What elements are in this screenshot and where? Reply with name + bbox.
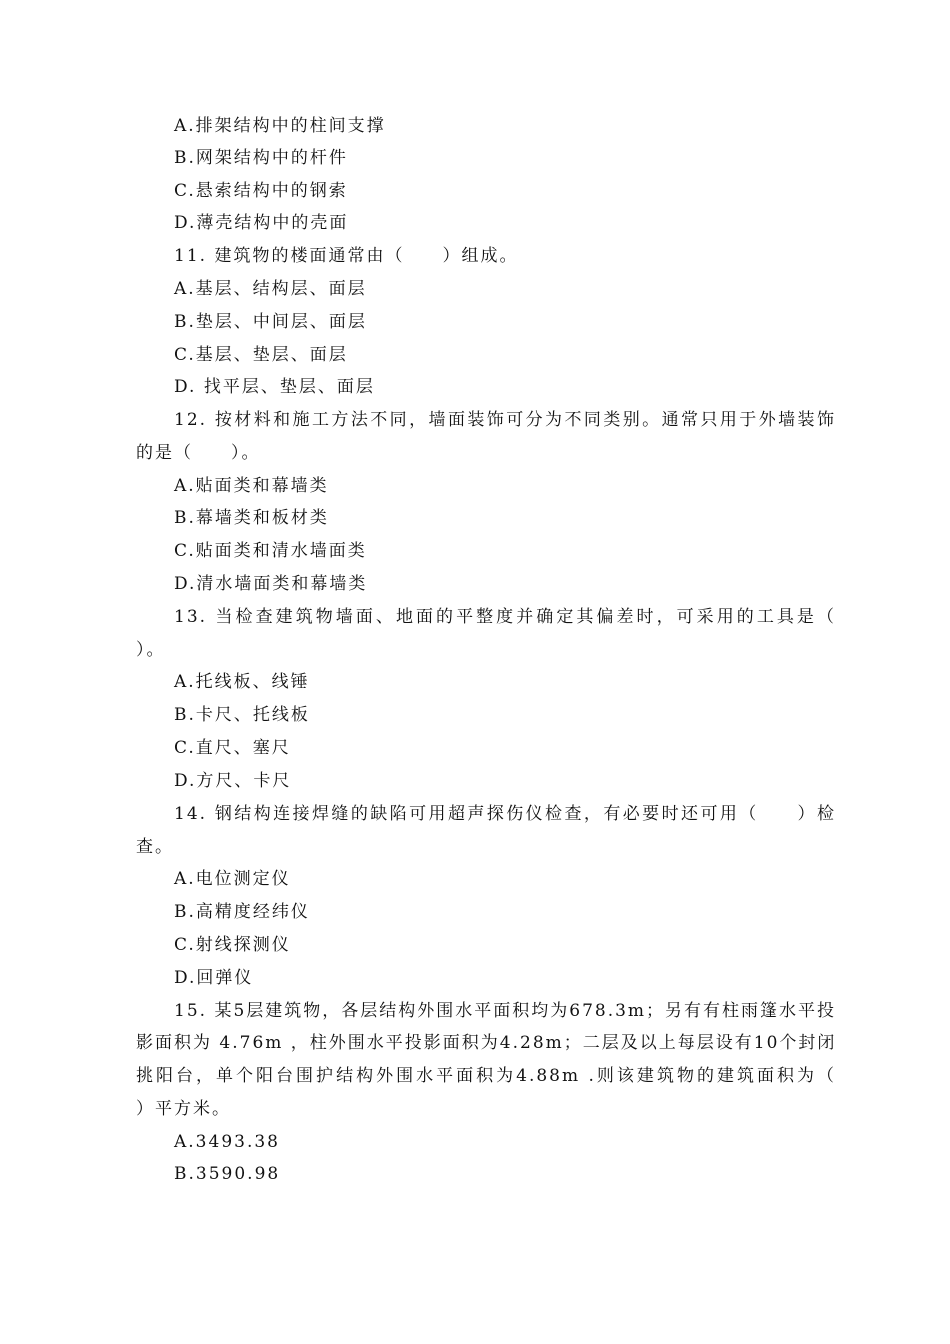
option-line: D.方尺、卡尺 — [174, 771, 292, 791]
question-13: 13. 当检查建筑物墙面、地面的平整度并确定其偏差时，可采用的工具是（ — [174, 607, 836, 627]
option-line: B.网架结构中的杆件 — [174, 148, 348, 168]
question-12: 12. 按材料和施工方法不同，墙面装饰可分为不同类别。通常只用于外墙装饰 — [174, 410, 836, 430]
option-line: C.贴面类和清水墙面类 — [174, 541, 367, 561]
question-14: 14. 钢结构连接焊缝的缺陷可用超声探伤仪检查，有必要时还可用（ ）检 — [174, 804, 836, 824]
option-line: B.卡尺、托线板 — [174, 705, 310, 725]
option-line: C.射线探测仪 — [174, 935, 291, 955]
question-13-continued: ）。 — [136, 640, 166, 660]
question-11: 11. 建筑物的楼面通常由（ ）组成。 — [174, 246, 519, 266]
option-line: A.托线板、线锤 — [174, 672, 310, 692]
option-line: D.回弹仪 — [174, 968, 254, 988]
question-14-continued: 查。 — [136, 837, 174, 857]
option-line: B.幕墙类和板材类 — [174, 508, 329, 528]
question-12-continued: 的是（ ）。 — [136, 443, 261, 463]
question-15-continued: 挑阳台，单个阳台围护结构外围水平面积为4.88m .则该建筑物的建筑面积为（ — [136, 1066, 836, 1086]
option-line: A.基层、结构层、面层 — [174, 279, 367, 299]
option-line: B.高精度经纬仪 — [174, 902, 310, 922]
option-line: C.直尺、塞尺 — [174, 738, 291, 758]
question-15-continued: ）平方米。 — [136, 1099, 231, 1119]
option-line: C.基层、垫层、面层 — [174, 345, 348, 365]
option-line: A.电位测定仪 — [174, 869, 291, 889]
option-line: B.3590.98 — [174, 1164, 281, 1184]
option-line: B.垫层、中间层、面层 — [174, 312, 367, 332]
option-line: A.排架结构中的柱间支撑 — [174, 116, 386, 136]
question-15: 15. 某5层建筑物，各层结构外围水平面积均为678.3m；另有有柱雨篷水平投 — [174, 1001, 837, 1021]
option-line: C.悬索结构中的钢索 — [174, 181, 348, 201]
option-line: D.薄壳结构中的壳面 — [174, 213, 349, 233]
option-line: D.清水墙面类和幕墙类 — [174, 574, 368, 594]
question-15-continued: 影面积为 4.76m ，柱外围水平投影面积为4.28m；二层及以上每层设有10个封闭 — [136, 1033, 837, 1053]
option-line: A.贴面类和幕墙类 — [174, 476, 329, 496]
option-line: A.3493.38 — [174, 1132, 280, 1152]
option-line: D. 找平层、垫层、面层 — [174, 377, 375, 397]
